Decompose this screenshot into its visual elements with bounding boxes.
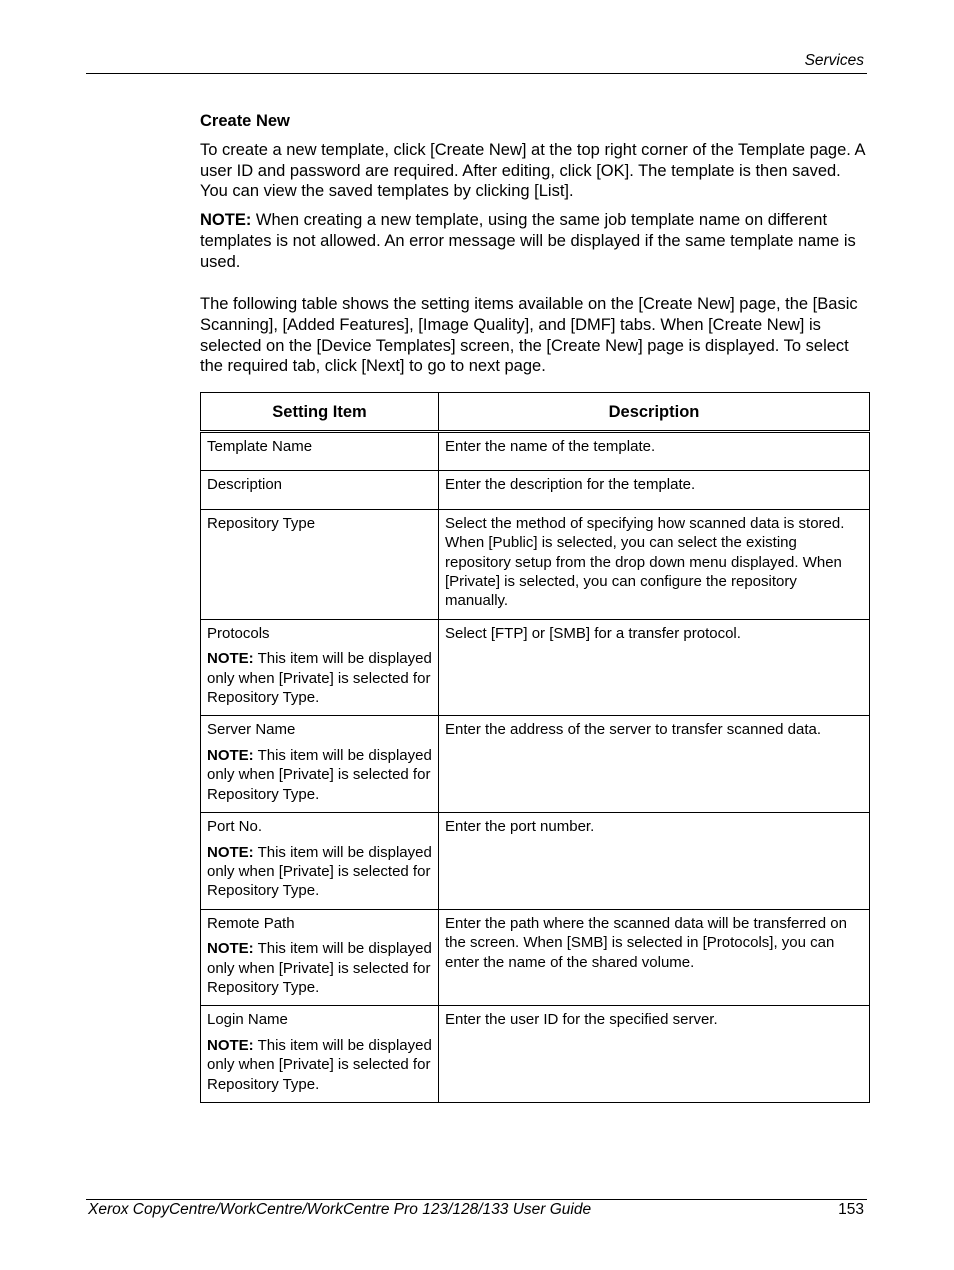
setting-item-note bbox=[207, 939, 432, 997]
section-title: Create New bbox=[200, 112, 290, 130]
setting-item-name: Login Name bbox=[207, 1011, 288, 1029]
table-row bbox=[201, 509, 870, 619]
setting-item-note bbox=[207, 649, 432, 707]
description-cell: Select the method of specifying how scanned data is stored. When [Public] is selected, you can select the existing repository setup from the drop down menu displayed. When [Private] is selected, you can configure the repository manually. bbox=[439, 509, 870, 619]
footer-guide-title: Xerox CopyCentre/WorkCentre/WorkCentre Pro 123/128/133 User Guide bbox=[88, 1201, 592, 1218]
setting-item-name: Server Name bbox=[207, 721, 296, 739]
description-cell: Enter the user ID for the specified server. bbox=[439, 1006, 870, 1103]
intro-paragraph: To create a new template, click [Create New] at the top right corner of the Template page. A user ID and password are required. After editing, click [OK]. The template is then saved. You can view the saved templates by clicking [List]. bbox=[200, 141, 865, 201]
column-header-setting-item: Setting Item bbox=[201, 393, 439, 432]
header-divider bbox=[86, 73, 867, 74]
note-text: This item will be displayed only when [Private] is selected for Repository Type. bbox=[207, 650, 432, 707]
note-text: When creating a new template, using the same job template name on different templates is not allowed. An error message will be displayed if the same template name is used. bbox=[200, 211, 856, 271]
table-row bbox=[201, 716, 870, 813]
setting-item-note bbox=[207, 1036, 432, 1094]
setting-item-cell bbox=[201, 1006, 439, 1103]
note-paragraph bbox=[200, 210, 868, 272]
description-cell: Select [FTP] or [SMB] for a transfer protocol. bbox=[439, 619, 870, 716]
page-number: 153 bbox=[838, 1201, 864, 1218]
setting-item-name: Description bbox=[207, 476, 283, 494]
note-label: NOTE: bbox=[207, 746, 254, 764]
note-label: NOTE: bbox=[207, 843, 254, 861]
note-text: This item will be displayed only when [Private] is selected for Repository Type. bbox=[207, 843, 432, 900]
note-text: This item will be displayed only when [Private] is selected for Repository Type. bbox=[207, 1036, 432, 1093]
table-row bbox=[201, 909, 870, 1006]
running-header: Services bbox=[804, 52, 864, 69]
setting-item-cell bbox=[201, 509, 439, 619]
setting-item-name: Remote Path bbox=[207, 914, 295, 932]
note-text: This item will be displayed only when [Private] is selected for Repository Type. bbox=[207, 746, 432, 803]
description-cell: Enter the address of the server to transfer scanned data. bbox=[439, 716, 870, 813]
setting-item-cell bbox=[201, 471, 439, 509]
note-label: NOTE: bbox=[207, 650, 254, 668]
setting-item-cell bbox=[201, 432, 439, 471]
settings-table bbox=[200, 392, 870, 1103]
note-label: NOTE: bbox=[200, 211, 252, 230]
setting-item-cell bbox=[201, 909, 439, 1006]
setting-item-note bbox=[207, 843, 432, 901]
note-text: This item will be displayed only when [Private] is selected for Repository Type. bbox=[207, 940, 432, 996]
column-header-description: Description bbox=[439, 393, 870, 432]
table-body bbox=[201, 432, 870, 1103]
table-row bbox=[201, 1006, 870, 1103]
setting-item-note bbox=[207, 746, 432, 804]
setting-item-cell bbox=[201, 813, 439, 910]
table-row bbox=[201, 619, 870, 716]
description-cell: Enter the description for the template. bbox=[439, 471, 870, 509]
setting-item-name: Template Name bbox=[207, 438, 313, 455]
setting-item-name: Protocols bbox=[207, 624, 270, 642]
description-cell: Enter the path where the scanned data will be transferred on the screen. When [SMB] is selected in [Protocols], you can enter the name of the shared volume. bbox=[439, 909, 870, 1006]
setting-item-cell bbox=[201, 619, 439, 716]
table-header-row bbox=[201, 393, 870, 432]
table-intro-paragraph: The following table shows the setting items available on the [Create New] page, the [Basic Scanning], [Added Features], [Image Quality], and [DMF] tabs. When [Create New] is selected on the [Device Templates] screen, the [Create New] page is displayed. To select the required tab, click [Next] to go to next page. bbox=[200, 295, 858, 376]
table-row bbox=[201, 813, 870, 910]
note-label: NOTE: bbox=[207, 940, 254, 958]
main-content bbox=[200, 110, 868, 385]
setting-item-cell bbox=[201, 716, 439, 813]
footer-divider bbox=[86, 1199, 867, 1200]
note-label: NOTE: bbox=[207, 1036, 254, 1054]
table-row bbox=[201, 432, 870, 471]
table-row bbox=[201, 471, 870, 509]
setting-item-name: Repository Type bbox=[207, 514, 316, 532]
setting-item-name: Port No. bbox=[207, 818, 263, 836]
description-cell: Enter the port number. bbox=[439, 813, 870, 910]
description-cell: Enter the name of the template. bbox=[439, 432, 870, 471]
